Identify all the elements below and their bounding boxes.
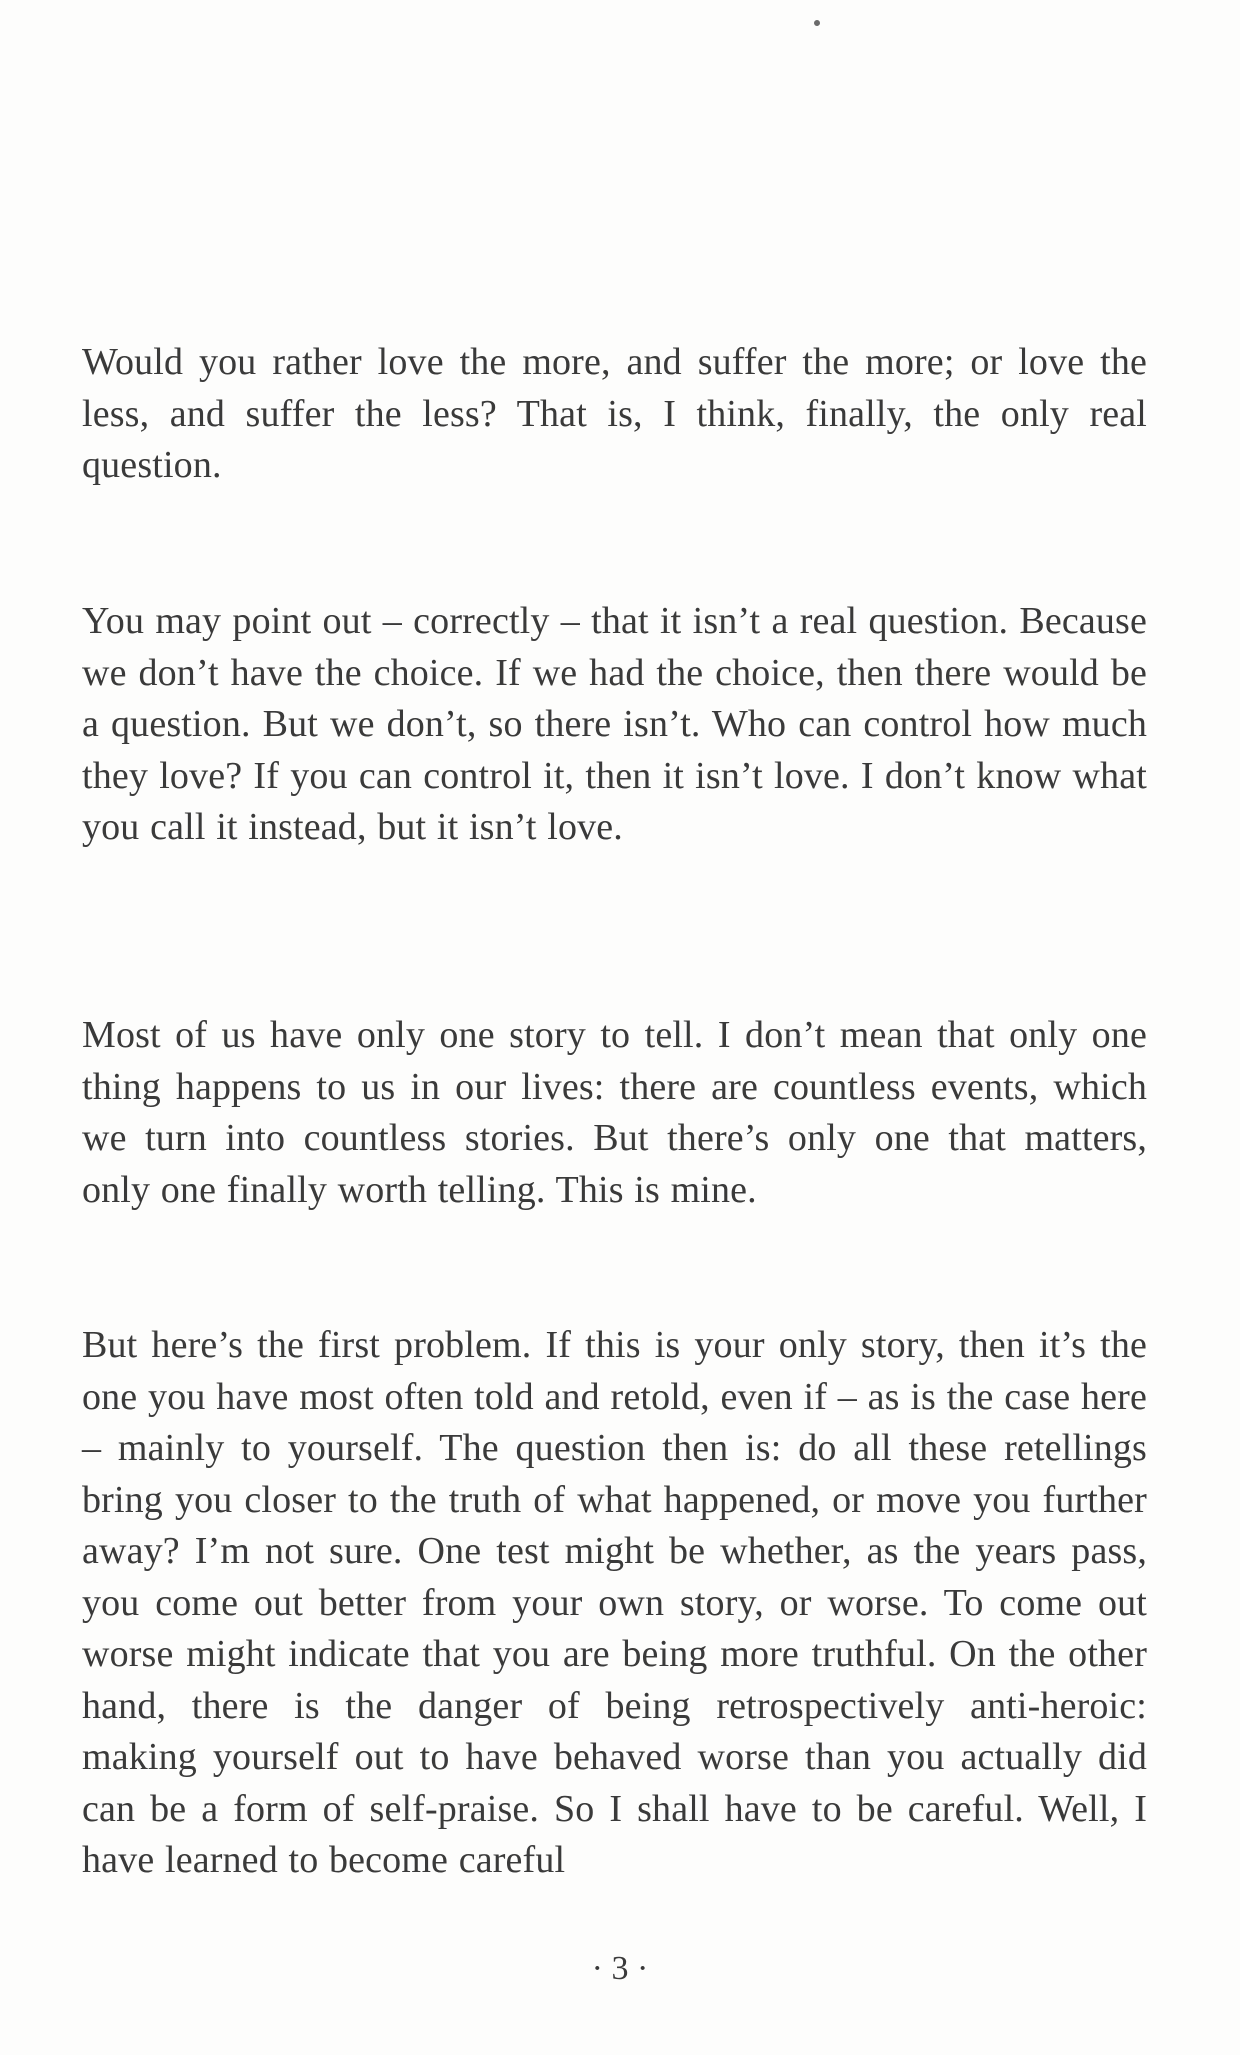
paragraph-4: But here’s the first problem. If this is your only story, then it’s the one you have most often told and retold, even if – as is the case here – mainly to yourself. The question then is: do all these retellings bring you closer to the truth of what happened, or move you further away? I’m not sure. One test might be whether, as the years pass, you come out better from your own story, or worse. To come out worse might indicate that you are being more truthful. On the other hand, there is the danger of being retrospectively anti-heroic: making yourself out to have behaved worse than you actually did can be a form of self-praise. So I shall have to be careful. Well, I have learned to become careful	[82, 1324, 1147, 1881]
paragraph-3: Most of us have only one story to tell. I don’t mean that only one thing happens to us in our lives: there are countless events, which we turn into countless stories. But there’s only one that matters, only one finally worth telling. This is mine.	[82, 1014, 1147, 1211]
ink-speck	[813, 19, 821, 27]
page-number: · 3 ·	[591, 1950, 649, 1987]
paragraph-1: Would you rather love the more, and suffer the more; or love the less, and suffer the less? That is, I think, finally, the only real question.	[82, 341, 1147, 486]
paragraph-2: You may point out – correctly – that it isn’t a real question. Because we don’t have the choice. If we had the choice, then there would be a question. But we don’t, so there isn’t. Who can control how much they love? If you can control it, then it isn’t love. I don’t know what you call it instead, but it isn’t love.	[82, 600, 1147, 848]
